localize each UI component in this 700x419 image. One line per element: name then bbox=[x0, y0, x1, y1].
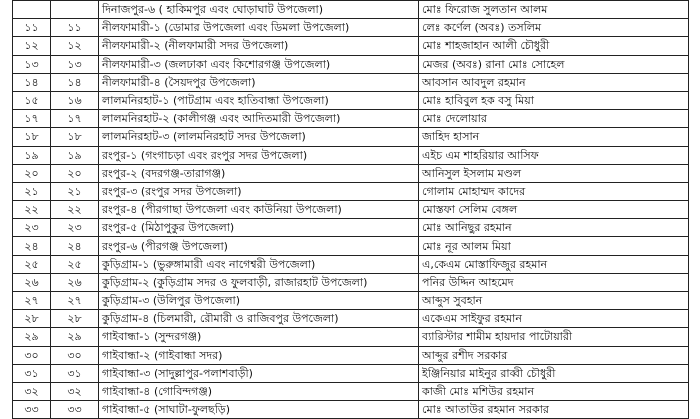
serial-cell: ১৭ bbox=[13, 110, 51, 128]
constituency-cell: লালমনিরহাট-১ (পাটগ্রাম এবং হাতিবান্ধা উপজেলা) bbox=[99, 91, 419, 109]
serial-cell: ২৯ bbox=[13, 328, 51, 346]
candidate-name-cell: মোঃ শাহজাহান আলী চৌধুরী bbox=[419, 37, 689, 55]
candidate-name-cell: মোস্তফা সেলিম বেঙ্গল bbox=[419, 201, 689, 219]
serial-cell: ১৯ bbox=[13, 146, 51, 164]
constituency-cell: নীলফামারী-৪ (সৈয়দপুর উপজেলা) bbox=[99, 73, 419, 91]
constituency-cell: রংপুর-৫ (মিঠাপুকুর উপজেলা) bbox=[99, 219, 419, 237]
constituency-cell: রংপুর-৪ (পীরগাছা উপজেলা এবং কাউনিয়া উপজেলা) bbox=[99, 201, 419, 219]
table-row bbox=[13, 292, 689, 310]
table-row bbox=[13, 273, 689, 291]
table-row bbox=[13, 346, 689, 364]
serial-cell: ২৭ bbox=[13, 292, 51, 310]
candidate-name-cell: একেএম সাইফুর রহমান bbox=[419, 310, 689, 328]
table-row bbox=[13, 201, 689, 219]
candidate-table bbox=[12, 0, 689, 419]
seat-number-cell: ২৪ bbox=[51, 237, 99, 255]
seat-number-cell: ২৭ bbox=[51, 292, 99, 310]
serial-cell: ১৪ bbox=[13, 73, 51, 91]
table-row bbox=[13, 55, 689, 73]
table-row bbox=[13, 110, 689, 128]
table-row bbox=[13, 37, 689, 55]
seat-number-cell: ২৯ bbox=[51, 328, 99, 346]
serial-cell: ১৩ bbox=[13, 55, 51, 73]
table-row bbox=[13, 382, 689, 400]
table-row bbox=[13, 237, 689, 255]
serial-cell: ২৮ bbox=[13, 310, 51, 328]
seat-number-cell: ১৯ bbox=[51, 146, 99, 164]
candidate-name-cell: মোঃ আনিছুর রহমান bbox=[419, 219, 689, 237]
table-row bbox=[13, 328, 689, 346]
constituency-cell: কুড়িগ্রাম-৩ (উলিপুর উপজেলা) bbox=[99, 292, 419, 310]
table-row bbox=[13, 146, 689, 164]
table-row bbox=[13, 182, 689, 200]
seat-number-cell: ৩৩ bbox=[51, 401, 99, 419]
candidate-table-body bbox=[13, 1, 689, 419]
seat-number-cell: ১৬ bbox=[51, 91, 99, 109]
candidate-name-cell: এ,কেএম মোস্তাফিজুর রহমান bbox=[419, 255, 689, 273]
candidate-name-cell: মোঃ হাবিবুল হক বসু মিয়া bbox=[419, 91, 689, 109]
seat-number-cell: ৩১ bbox=[51, 364, 99, 382]
constituency-cell: রংপুর-৩ (রংপুর সদর উপজেলা) bbox=[99, 182, 419, 200]
seat-number-cell: ১২ bbox=[51, 37, 99, 55]
constituency-cell: কুড়িগ্রাম-১ (ভুরুঙ্গামারী এবং নাগেশ্বরী উপজেলা) bbox=[99, 255, 419, 273]
candidate-name-cell: জাহিদ হাসান bbox=[419, 128, 689, 146]
constituency-cell: রংপুর-২ (বদরগঞ্জ-তারাগঞ্জ) bbox=[99, 164, 419, 182]
candidate-name-cell: মোঃ নূর আলম মিয়া bbox=[419, 237, 689, 255]
serial-cell: ২৪ bbox=[13, 237, 51, 255]
seat-number-cell: ২২ bbox=[51, 201, 99, 219]
candidate-name-cell: গোলাম মোহাম্মদ কাদের bbox=[419, 182, 689, 200]
seat-number-cell: ৩০ bbox=[51, 346, 99, 364]
constituency-cell: লালমনিরহাট-৩ (লালমনিরহাট সদর উপজেলা) bbox=[99, 128, 419, 146]
candidate-name-cell: কাজী মোঃ মশিউর রহমান bbox=[419, 382, 689, 400]
seat-number-cell: ১৭ bbox=[51, 110, 99, 128]
candidate-name-cell: মোঃ দেলোয়ার bbox=[419, 110, 689, 128]
candidate-name-cell: ইঞ্জিনিয়ার মাইনুর রাব্বী চৌধুরী bbox=[419, 364, 689, 382]
constituency-cell: গাইবান্ধা-৪ (গোবিন্দগঞ্জ) bbox=[99, 382, 419, 400]
constituency-cell: রংপুর-৬ (পীরগঞ্জ উপজেলা) bbox=[99, 237, 419, 255]
seat-number-cell: ১৮ bbox=[51, 128, 99, 146]
table-row bbox=[13, 364, 689, 382]
constituency-cell: লালমনিরহাট-২ (কালীগঞ্জ এবং আদিতমারী উপজেলা) bbox=[99, 110, 419, 128]
serial-cell: ২৫ bbox=[13, 255, 51, 273]
constituency-cell: নীলফামারী-২ (নীলফামারী সদর উপজেলা) bbox=[99, 37, 419, 55]
table-row bbox=[13, 219, 689, 237]
seat-number-cell: ১৪ bbox=[51, 73, 99, 91]
serial-cell: ১৫ bbox=[13, 91, 51, 109]
table-row bbox=[13, 128, 689, 146]
seat-number-cell: ২০ bbox=[51, 164, 99, 182]
candidate-name-cell: মেজর (অবঃ) রানা মোঃ সোহেল bbox=[419, 55, 689, 73]
candidate-name-cell: ব্যারিস্টার শামীম হায়দার পাটোয়ারী bbox=[419, 328, 689, 346]
seat-number-cell: ২৫ bbox=[51, 255, 99, 273]
serial-cell: ১৮ bbox=[13, 128, 51, 146]
candidate-name-cell: পনির উদ্দিন আহমেদ bbox=[419, 273, 689, 291]
table-row bbox=[13, 91, 689, 109]
seat-number-cell: ২৮ bbox=[51, 310, 99, 328]
candidate-name-cell: এইচ এম শাহরিয়ার আসিফ bbox=[419, 146, 689, 164]
candidate-name-cell: মোঃ ফিরোজ সুলতান আলম bbox=[419, 1, 689, 19]
seat-number-cell: ১৩ bbox=[51, 55, 99, 73]
seat-number-cell: ১১ bbox=[51, 19, 99, 37]
serial-cell: ২০ bbox=[13, 164, 51, 182]
serial-cell: ২১ bbox=[13, 182, 51, 200]
seat-number-cell: ২৬ bbox=[51, 273, 99, 291]
serial-cell: ৩৩ bbox=[13, 401, 51, 419]
constituency-cell: রংপুর-১ (গংগাচড়া এবং রংপুর সদর উপজেলা) bbox=[99, 146, 419, 164]
constituency-cell: গাইবান্ধা-৫ (সাঘাটা-ফুলছড়ি) bbox=[99, 401, 419, 419]
constituency-cell: নীলফামারী-৩ (জলঢাকা এবং কিশোরগঞ্জ উপজেলা) bbox=[99, 55, 419, 73]
table-row bbox=[13, 1, 689, 19]
table-row bbox=[13, 19, 689, 37]
serial-cell: ২২ bbox=[13, 201, 51, 219]
constituency-cell: গাইবান্ধা-১ (সুন্দরগঞ্জ) bbox=[99, 328, 419, 346]
constituency-cell: গাইবান্ধা-৩ (সাদুল্লাপুর-পলাশবাড়ী) bbox=[99, 364, 419, 382]
table-row bbox=[13, 401, 689, 419]
constituency-cell: কুড়িগ্রাম-৪ (চিলমারী, রৌমারী ও রাজিবপুর উপজেলা) bbox=[99, 310, 419, 328]
constituency-cell: কুড়িগ্রাম-২ (কুড়িগ্রাম সদর ও ফুলবাড়ী, রাজারহাট উপজেলা) bbox=[99, 273, 419, 291]
seat-number-cell: ২১ bbox=[51, 182, 99, 200]
serial-cell: ২৬ bbox=[13, 273, 51, 291]
constituency-cell: গাইবান্ধা-২ (গাইবান্ধা সদর) bbox=[99, 346, 419, 364]
candidate-name-cell: লেঃ কর্ণেল (অবঃ) তসলিম bbox=[419, 19, 689, 37]
candidate-name-cell: মোঃ আতাউর রহমান সরকার bbox=[419, 401, 689, 419]
seat-number-cell: ২৩ bbox=[51, 219, 99, 237]
serial-cell: ৩১ bbox=[13, 364, 51, 382]
candidate-list-sheet bbox=[12, 0, 688, 419]
table-row bbox=[13, 73, 689, 91]
candidate-name-cell: আবসান আবদুল রহমান bbox=[419, 73, 689, 91]
serial-cell: ২৩ bbox=[13, 219, 51, 237]
constituency-cell: নীলফামারী-১ (ডোমার উপজেলা এবং ডিমলা উপজেলা) bbox=[99, 19, 419, 37]
serial-cell bbox=[13, 1, 51, 19]
seat-number-cell bbox=[51, 1, 99, 19]
candidate-name-cell: আনিসুল ইসলাম মণ্ডল bbox=[419, 164, 689, 182]
serial-cell: ৩০ bbox=[13, 346, 51, 364]
candidate-name-cell: আব্দুস সুবহান bbox=[419, 292, 689, 310]
serial-cell: ৩২ bbox=[13, 382, 51, 400]
candidate-name-cell: আব্দুর রশীদ সরকার bbox=[419, 346, 689, 364]
table-row bbox=[13, 164, 689, 182]
serial-cell: ১২ bbox=[13, 37, 51, 55]
seat-number-cell: ৩২ bbox=[51, 382, 99, 400]
serial-cell: ১১ bbox=[13, 19, 51, 37]
table-row bbox=[13, 255, 689, 273]
constituency-cell: দিনাজপুর-৬ ( হাকিমপুর এবং ঘোড়াঘাট উপজেলা) bbox=[99, 1, 419, 19]
table-row bbox=[13, 310, 689, 328]
